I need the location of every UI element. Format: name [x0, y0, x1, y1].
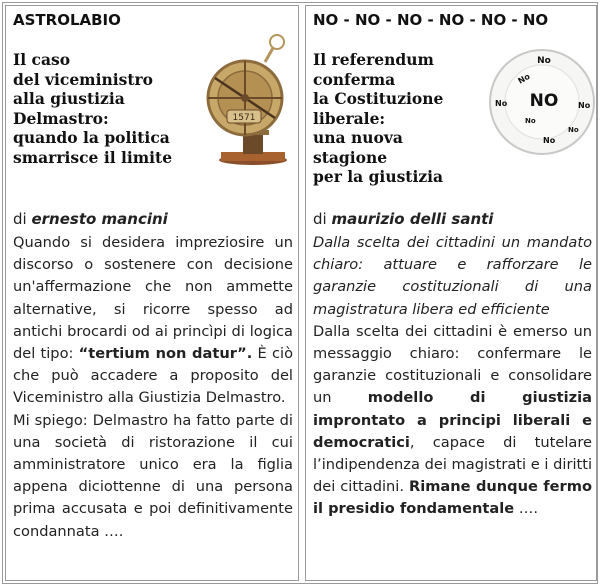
svg-text:No: No: [543, 136, 556, 145]
standfirst: Dalla scelta dei cittadini un mandato chiaro: attuare e rafforzare le garanzie costituzionali di una magistratura libera ed efficiente: [313, 234, 592, 318]
article-card-right: [305, 5, 597, 581]
svg-text:No: No: [568, 126, 579, 134]
no-plate-center-word: NO: [529, 91, 559, 111]
byline: [13, 210, 168, 228]
article-headline[interactable]: Il caso del viceministro alla giustizia Delmastro: quando la politica smarrisce il limite: [13, 50, 173, 167]
body-paragraph-2: Mi spiego: Delmastro ha fatto parte di una società di ristorazione il cui amministratore unico era la figlia appena diciottenne di una persona prima accusata e poi definitivamente condannata ….: [13, 411, 293, 540]
svg-text:No: No: [516, 71, 532, 86]
section-kicker: NO - NO - NO - NO - NO - NO: [313, 11, 549, 29]
svg-text:No: No: [537, 56, 551, 66]
article-headline[interactable]: Il referendum conferma la Costituzione liberale: una nuova stagione per la giustizia: [313, 50, 444, 186]
svg-text:No: No: [578, 101, 591, 110]
section-kicker: ASTROLABIO: [13, 11, 121, 29]
article-body: [313, 232, 592, 521]
byline-prefix: di: [13, 210, 32, 228]
article-table: [2, 2, 598, 584]
author-name[interactable]: maurizio delli santi: [331, 210, 494, 228]
byline: [313, 210, 493, 228]
byline-prefix: di: [313, 210, 332, 228]
svg-text:No: No: [495, 99, 508, 108]
astrolabe-image: [193, 28, 289, 166]
astrolabe-engraving: 1571: [232, 113, 256, 123]
article-body: [13, 232, 293, 543]
no-plate-image: [488, 46, 596, 156]
article-card-left: [5, 5, 299, 581]
body-paragraph-1: Quando si desidera impreziosire un discorso o sostenere con decisione un'affermazione che non ammette alternative, si ricorre spesso ad antichi brocardi od ai princìpi di logica del tipo: “tertium non datur”. È ciò che può accadere a proposito del Viceministro alla Giustizia Delmastro.: [13, 234, 294, 407]
body-paragraph-1: Dalla scelta dei cittadini è emerso un messaggio chiaro: confermare le garanzie costituzionali e consolidare un modello di giustizia improntato a principi liberali e democratici, capace di tutelare l’indipendenza dei magistrati e i diritti dei cittadini. Rimane dunque fermo il presidio fondamentale ….: [313, 322, 592, 518]
svg-text:No: No: [525, 117, 536, 125]
author-name[interactable]: ernesto mancini: [31, 210, 168, 228]
